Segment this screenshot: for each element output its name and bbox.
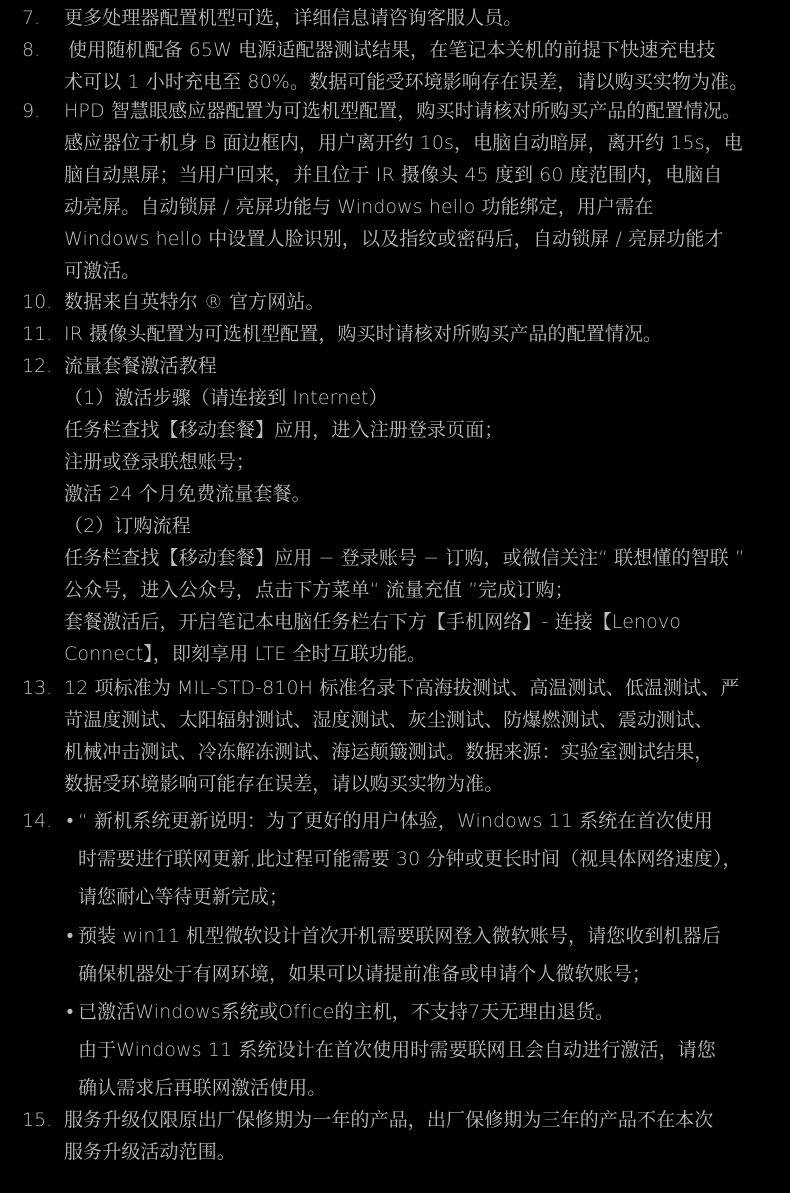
item-text-line: Connect】，即刻享用 LTE 全时互联功能。 (64, 643, 427, 665)
item-text-line: 动亮屏。自动锁屏 / 亮屏功能与 Windows hello 功能绑定，用户需在 (64, 196, 654, 218)
item-number: 10. (22, 291, 53, 313)
item-text-line: 苛温度测试、太阳辐射测试、湿度测试、灰尘测试、防爆燃测试、震动测试、 (64, 709, 714, 731)
item-text-line: 机械冲击测试、冷冻解冻测试、海运颠簸测试。数据来源：实验室测试结果， (64, 741, 714, 763)
bullet-text-line: 由于Windows 11 系统设计在首次使用时需要联网且会自动进行激活，请您 (78, 1039, 716, 1061)
item-text-line: 任务栏查找【移动套餐】应用 − 登录账号 − 订购，或微信关注“ 联想懂的智联 ” (64, 547, 745, 569)
bullet-text-line: 已激活Windows系统或Office的主机，不支持7天无理由退货。 (78, 1001, 615, 1023)
item-text-line: 数据受环境影响可能存在误差，请以购买实物为准。 (64, 773, 504, 795)
bullet-text-line: “ 新机系统更新说明：为了更好的用户体验，Windows 11 系统在首次使用 (78, 810, 713, 832)
item-text-line: 服务升级仅限原出厂保修期为一年的产品，出厂保修期为三年的产品不在本次 (64, 1109, 714, 1131)
bullet-text-line: 预装 win11 机型微软设计首次开机需要联网登入微软账号，请您收到机器后 (78, 925, 721, 947)
item-text-line: 注册或登录联想账号； (64, 451, 256, 473)
item-text-line: 12 项标准为 MIL-STD-810H 标准名录下高海拔测试、高温测试、低温测试、严 (64, 677, 740, 699)
item-text-line: HPD 智慧眼感应器配置为可选机型配置，购买时请核对所购买产品的配置情况。 (64, 100, 742, 122)
item-text-line: 数据来自英特尔 ® 官方网站。 (64, 291, 325, 313)
item-text-line: 脑自动黑屏；当用户回来，并且位于 IR 摄像头 45 度到 60 度范围内，电脑自 (64, 164, 723, 186)
item-text-line: （2）订购流程 (64, 515, 191, 537)
item-text-line: 任务栏查找【移动套餐】应用，进入注册登录页面； (64, 419, 504, 441)
item-text-line: 流量套餐激活教程 (64, 355, 217, 377)
item-text-line: 公众号，进入公众号，点击下方菜单“ 流量充值 ”完成订购； (64, 579, 574, 601)
bullet-text-line: 时需要进行联网更新,此过程可能需要 30 分钟或更长时间（视具体网络速度）， (78, 848, 742, 870)
item-text-line: 更多处理器配置机型可选，详细信息请咨询客服人员。 (64, 7, 523, 29)
item-number: 11. (22, 323, 53, 345)
item-number: 15. (22, 1109, 53, 1131)
bullet-text-line: 确认需求后再联网激活使用。 (78, 1077, 327, 1099)
item-text-line: 术可以 1 小时充电至 80%。数据可能受环境影响存在误差，请以购买实物为准。 (64, 71, 749, 93)
item-text-line: 可激活。 (64, 260, 141, 282)
bullet-marker: • (66, 1001, 74, 1023)
item-text-line: IR 摄像头配置为可选机型配置，购买时请核对所购买产品的配置情况。 (64, 323, 663, 345)
item-text-line: 激活 24 个月免费流量套餐。 (64, 483, 311, 505)
item-text-line: 感应器位于机身 B 面边框内，用户离开约 10s，电脑自动暗屏，离开约 15s，电 (64, 132, 743, 154)
item-text-line: Windows hello 中设置人脸识别，以及指纹或密码后，自动锁屏 / 亮屏功能才 (64, 228, 724, 250)
item-number: 7. (22, 7, 41, 29)
item-text-line: 服务升级活动范围。 (64, 1141, 236, 1163)
bullet-marker: • (66, 925, 74, 947)
item-number: 14. (22, 810, 53, 832)
item-text-line: 使用随机配备 65W 电源适配器测试结果，在笔记本关机的前提下快速充电技 (68, 39, 716, 61)
item-text-line: 套餐激活后，开启笔记本电脑任务栏右下方【手机网络】- 连接【Lenovo (64, 611, 681, 633)
item-number: 13. (22, 677, 53, 699)
item-number: 9. (22, 100, 41, 122)
bullet-text-line: 请您耐心等待更新完成； (78, 886, 289, 908)
item-number: 12. (22, 355, 53, 377)
bullet-text-line: 确保机器处于有网环境，如果可以请提前准备或申请个人微软账号； (78, 963, 652, 985)
item-text-line: （1）激活步骤（请连接到 Internet） (64, 387, 388, 409)
item-number: 8. (22, 39, 41, 61)
bullet-marker: • (66, 810, 74, 832)
